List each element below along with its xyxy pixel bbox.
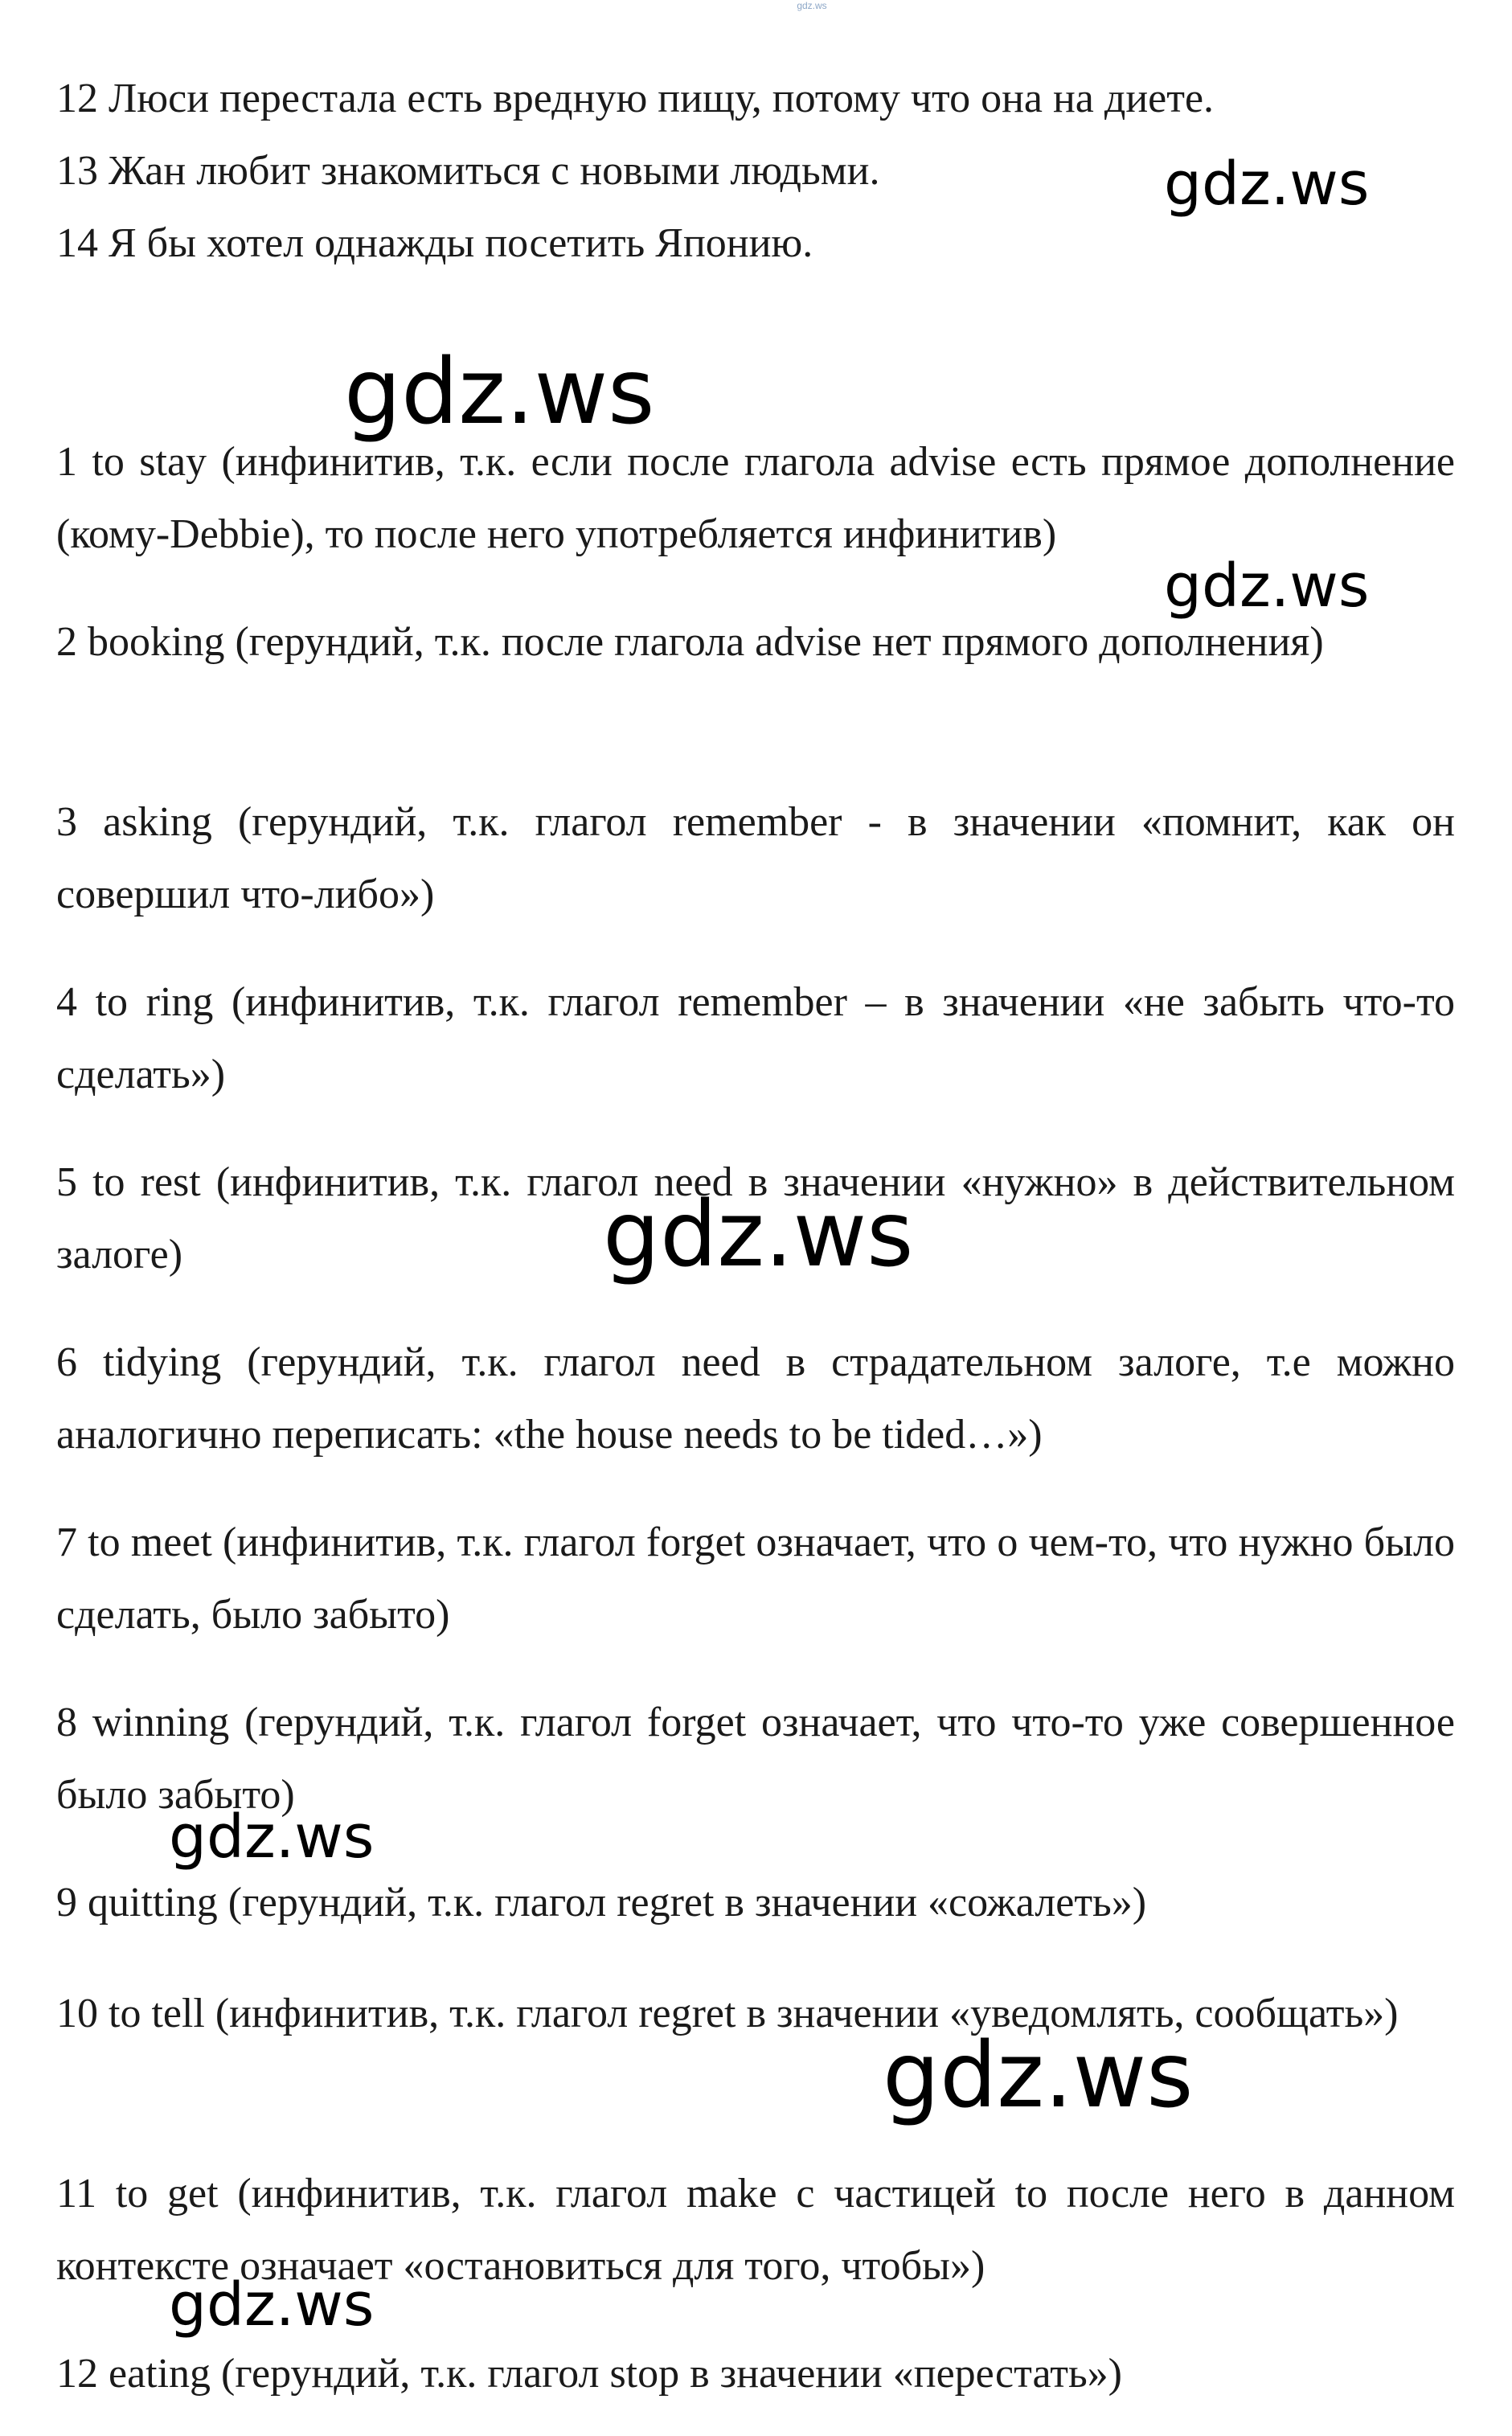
watermark: gdz.ws (344, 340, 655, 445)
answer-5: 5 to rest (инфинитив, т.к. глагол need в значении «нужно» в действительном залоге) (56, 1159, 1455, 1277)
watermark: gdz.ws (169, 1802, 375, 1872)
answer-1: 1 to stay (инфинитив, т.к. если после глагола advise есть прямое дополнение (кому-Debbie), то после него употребляется инфинитив) (56, 439, 1455, 557)
document-page (56, 0, 1455, 2436)
watermark: gdz.ws (1164, 150, 1370, 219)
sentence-13: 13 Жан любит знакомиться с новыми людьми. (56, 148, 880, 194)
answer-11: 11 to get (инфинитив, т.к. глагол make с частицей to после него в данном контексте означает «остановиться для того, чтобы») (56, 2171, 1455, 2289)
answer-2: 2 booking (герундий, т.к. после глагола advise нет прямого дополнения) (56, 619, 1324, 665)
header-watermark-tag: gdz.ws (797, 0, 827, 11)
answer-12: 12 eating (герундий, т.к. глагол stop в значении «перестать») (56, 2351, 1122, 2397)
answer-8: 8 winning (герундий, т.к. глагол forget означает, что что-то уже совершенное было забыто) (56, 1700, 1455, 1818)
watermark: gdz.ws (603, 1183, 914, 1287)
answer-3: 3 asking (герундий, т.к. глагол remember - в значении «помнит, как он совершил что-либо») (56, 799, 1455, 917)
answer-4: 4 to ring (инфинитив, т.к. глагол remember – в значении «не забыть что-то сделать») (56, 979, 1455, 1097)
answer-10: 10 to tell (инфинитив, т.к. глагол regret в значении «уведомлять, сообщать») (56, 1991, 1399, 2036)
answer-7: 7 to meet (инфинитив, т.к. глагол forget означает, что о чем-то, что нужно было сделать, было забыто) (56, 1519, 1455, 1638)
watermark: gdz.ws (883, 2024, 1194, 2128)
answer-6: 6 tidying (герундий, т.к. глагол need в страдательном залоге, т.е можно аналогично переписать: «the house needs to be tided…») (56, 1339, 1455, 1458)
watermark: gdz.ws (1164, 552, 1370, 621)
answer-9: 9 quitting (герундий, т.к. глагол regret в значении «сожалеть») (56, 1880, 1147, 1925)
sentence-14: 14 Я бы хотел однажды посетить Японию. (56, 220, 813, 266)
sentence-12: 12 Люси перестала есть вредную пищу, потому что она на диете. (56, 76, 1215, 121)
watermark: gdz.ws (169, 2270, 375, 2340)
